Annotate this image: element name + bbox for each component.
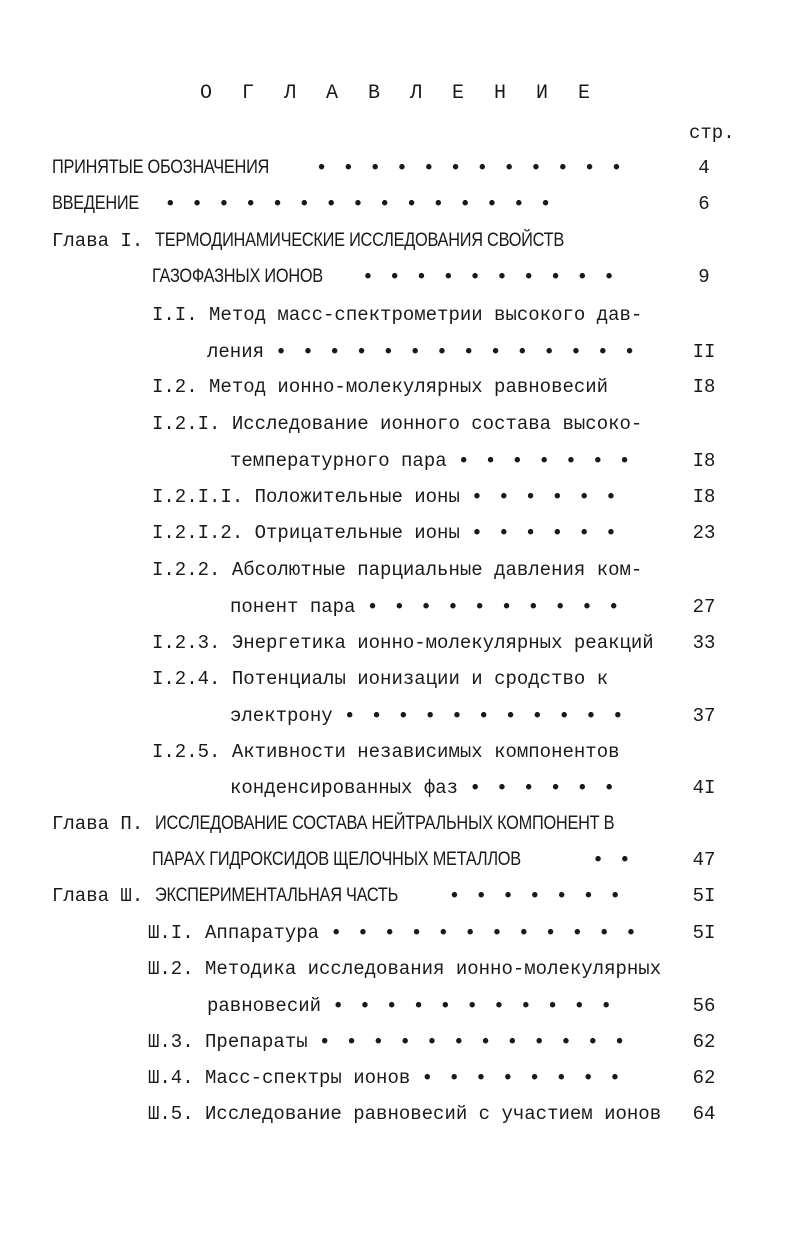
leader-dots: • • • • • • • • • • • [344, 705, 626, 727]
toc-entry-section-1-2-1 [152, 412, 642, 436]
toc-entry-section-3-5 [148, 1102, 661, 1126]
toc-entry-text: Аппаратура [205, 922, 320, 944]
toc-entry-introduction [52, 192, 553, 216]
toc-page-number: 56 [692, 995, 716, 1017]
toc-entry-continuation [152, 848, 633, 872]
toc-entry-label: Ш.4. [148, 1067, 194, 1089]
toc-entry-chapter-1 [52, 229, 630, 253]
toc-entry-text: Метод масс-спектрометрии высокого дав- [209, 304, 643, 326]
toc-entry-label: Ш.2. [148, 958, 194, 980]
toc-entry-text: Отрицательные ионы [254, 522, 460, 544]
toc-entry-label: I.2.2. [152, 559, 221, 581]
toc-page-number: 37 [692, 705, 716, 727]
leader-dots: • • • • • • • [448, 885, 623, 907]
toc-entry-continuation [230, 776, 617, 800]
toc-entry-text: ВВЕДЕНИЕ [52, 193, 140, 214]
leader-dots: • • • • • • [471, 522, 619, 544]
leader-dots: • • • • • • • • • • • • • • • [164, 193, 554, 215]
toc-entry-label: I.2.I.2. [152, 522, 244, 544]
toc-entry-label: I.2.4. [152, 668, 221, 690]
toc-entry-text: Потенциалы ионизации и сродство к [231, 668, 609, 690]
toc-page-number: 4 [698, 157, 710, 179]
toc-entry-section-1-2-5 [152, 740, 620, 764]
leader-dots: • • • • • • • • • • [366, 596, 622, 618]
toc-page-number: 23 [692, 522, 716, 544]
leader-dots: • • • • • • • • • • • • • • [275, 341, 638, 363]
leader-dots: • • • • • • • • [421, 1067, 623, 1089]
toc-entry-continuation [207, 994, 614, 1018]
toc-entry-label: Ш.5. [148, 1103, 194, 1125]
toc-entry-text: Исследование равновесий с участием ионов [205, 1103, 662, 1125]
toc-page-number: 27 [692, 596, 716, 618]
toc-entry-text: ИССЛЕДОВАНИЕ СОСТАВА НЕЙТРАЛЬНЫХ КОМПОНЕНТ В [154, 813, 614, 834]
toc-page-number: 47 [692, 849, 716, 871]
toc-page-number: 5I [692, 922, 716, 944]
toc-entry-section-1-2-3 [152, 631, 654, 655]
toc-entry-text: Метод ионно-молекулярных равновесий [209, 376, 609, 398]
leader-dots: • • • • • • • • • • • [332, 995, 614, 1017]
leader-dots: • • [592, 849, 633, 871]
toc-entry-text: Активности независимых компонентов [231, 741, 620, 763]
toc-entry-text: Препараты [205, 1031, 308, 1053]
leader-dots: • • • • • • [471, 486, 619, 508]
toc-entry-section-1-2-2 [152, 558, 642, 582]
toc-entry-label: I.2.I.I. [152, 486, 244, 508]
toc-entry-text: Положительные ионы [254, 486, 460, 508]
toc-entry-text: ления [207, 341, 265, 363]
leader-dots: • • • • • • • • • • [362, 266, 617, 288]
toc-entry-section-1-2 [152, 375, 608, 399]
toc-entry-text: ГАЗОФАЗНЫХ ИОНОВ [152, 266, 323, 287]
toc-page-number: 64 [692, 1103, 716, 1125]
toc-entry-continuation [230, 595, 621, 619]
toc-entry-chapter-2 [52, 812, 689, 836]
toc-entry-label: Глава I. [52, 230, 144, 252]
leader-dots: • • • • • • • • • • • • [319, 1031, 628, 1053]
toc-page-number: 4I [692, 777, 716, 799]
toc-entry-text: электрону [230, 705, 333, 727]
toc-entry-text: температурного пара [230, 450, 447, 472]
leader-dots: • • • • • • • [458, 450, 633, 472]
toc-entry-section-3-4 [148, 1066, 623, 1090]
toc-entry-section-3-3 [148, 1030, 627, 1054]
toc-page-number: 5I [692, 885, 716, 907]
toc-entry-label: I.2. [152, 376, 198, 398]
toc-entry-text: Масс-спектры ионов [205, 1067, 411, 1089]
toc-entry-text: Исследование ионного состава высоко- [231, 413, 643, 435]
toc-page-number: I8 [692, 376, 716, 398]
toc-entry-text: ПАРАХ ГИДРОКСИДОВ ЩЕЛОЧНЫХ МЕТАЛЛОВ [152, 849, 521, 870]
toc-entry-text: равновесий [207, 995, 322, 1017]
toc-page-number: I8 [692, 450, 716, 472]
toc-page-number: 62 [692, 1067, 716, 1089]
toc-page-number: 6 [698, 193, 710, 215]
leader-dots: • • • • • • [469, 777, 617, 799]
toc-entry-text: Абсолютные парциальные давления ком- [231, 559, 643, 581]
toc-entry-label: I.2.5. [152, 741, 221, 763]
toc-entry-text: Энергетика ионно-молекулярных реакций [231, 632, 654, 654]
toc-entry-label: I.2.3. [152, 632, 221, 654]
toc-entry-section-3-1 [148, 921, 639, 945]
toc-entry-continuation [230, 704, 625, 728]
page-title: О Г Л А В Л Е Н И Е [199, 82, 600, 105]
toc-entry-label: Глава Ш. [52, 885, 144, 907]
toc-entry-text: ТЕРМОДИНАМИЧЕСКИЕ ИССЛЕДОВАНИЯ СВОЙСТВ [154, 230, 564, 251]
toc-page-number: 62 [692, 1031, 716, 1053]
toc-entry-text: Методика исследования ионно-молекулярных [205, 958, 662, 980]
toc-entry-label: I.2.I. [152, 413, 221, 435]
toc-page-number: 33 [692, 632, 716, 654]
toc-entry-label: I.I. [152, 304, 198, 326]
toc-entry-section-1-2-1-2 [152, 521, 619, 545]
toc-entry-text: понент пара [230, 596, 356, 618]
toc-page-number: 9 [698, 266, 710, 288]
toc-entry-label: Ш.3. [148, 1031, 194, 1053]
toc-entry-text: конденсированных фаз [230, 777, 459, 799]
leader-dots: • • • • • • • • • • • • [330, 922, 639, 944]
toc-entry-label: Глава П. [52, 813, 144, 835]
toc-entry-text: ПРИНЯТЫЕ ОБОЗНАЧЕНИЯ [52, 157, 270, 178]
toc-entry-continuation [230, 449, 632, 473]
toc-page-number: II [692, 341, 716, 363]
toc-entry-continuation [207, 340, 637, 364]
toc-entry-notation [52, 156, 624, 180]
toc-page-number: I8 [692, 486, 716, 508]
toc-entry-label: Ш.I. [148, 922, 194, 944]
toc-entry-section-1-1 [152, 303, 642, 327]
toc-entry-section-1-2-1-1 [152, 485, 619, 509]
toc-entry-chapter-3 [52, 884, 623, 908]
leader-dots: • • • • • • • • • • • • [315, 157, 625, 179]
toc-entry-section-3-2 [148, 957, 661, 981]
pages-column-header: стр. [689, 122, 735, 144]
toc-entry-section-1-2-4 [152, 667, 608, 691]
toc-entry-continuation [152, 265, 617, 289]
toc-entry-text: ЭКСПЕРИМЕНТАЛЬНАЯ ЧАСТЬ [154, 885, 398, 906]
